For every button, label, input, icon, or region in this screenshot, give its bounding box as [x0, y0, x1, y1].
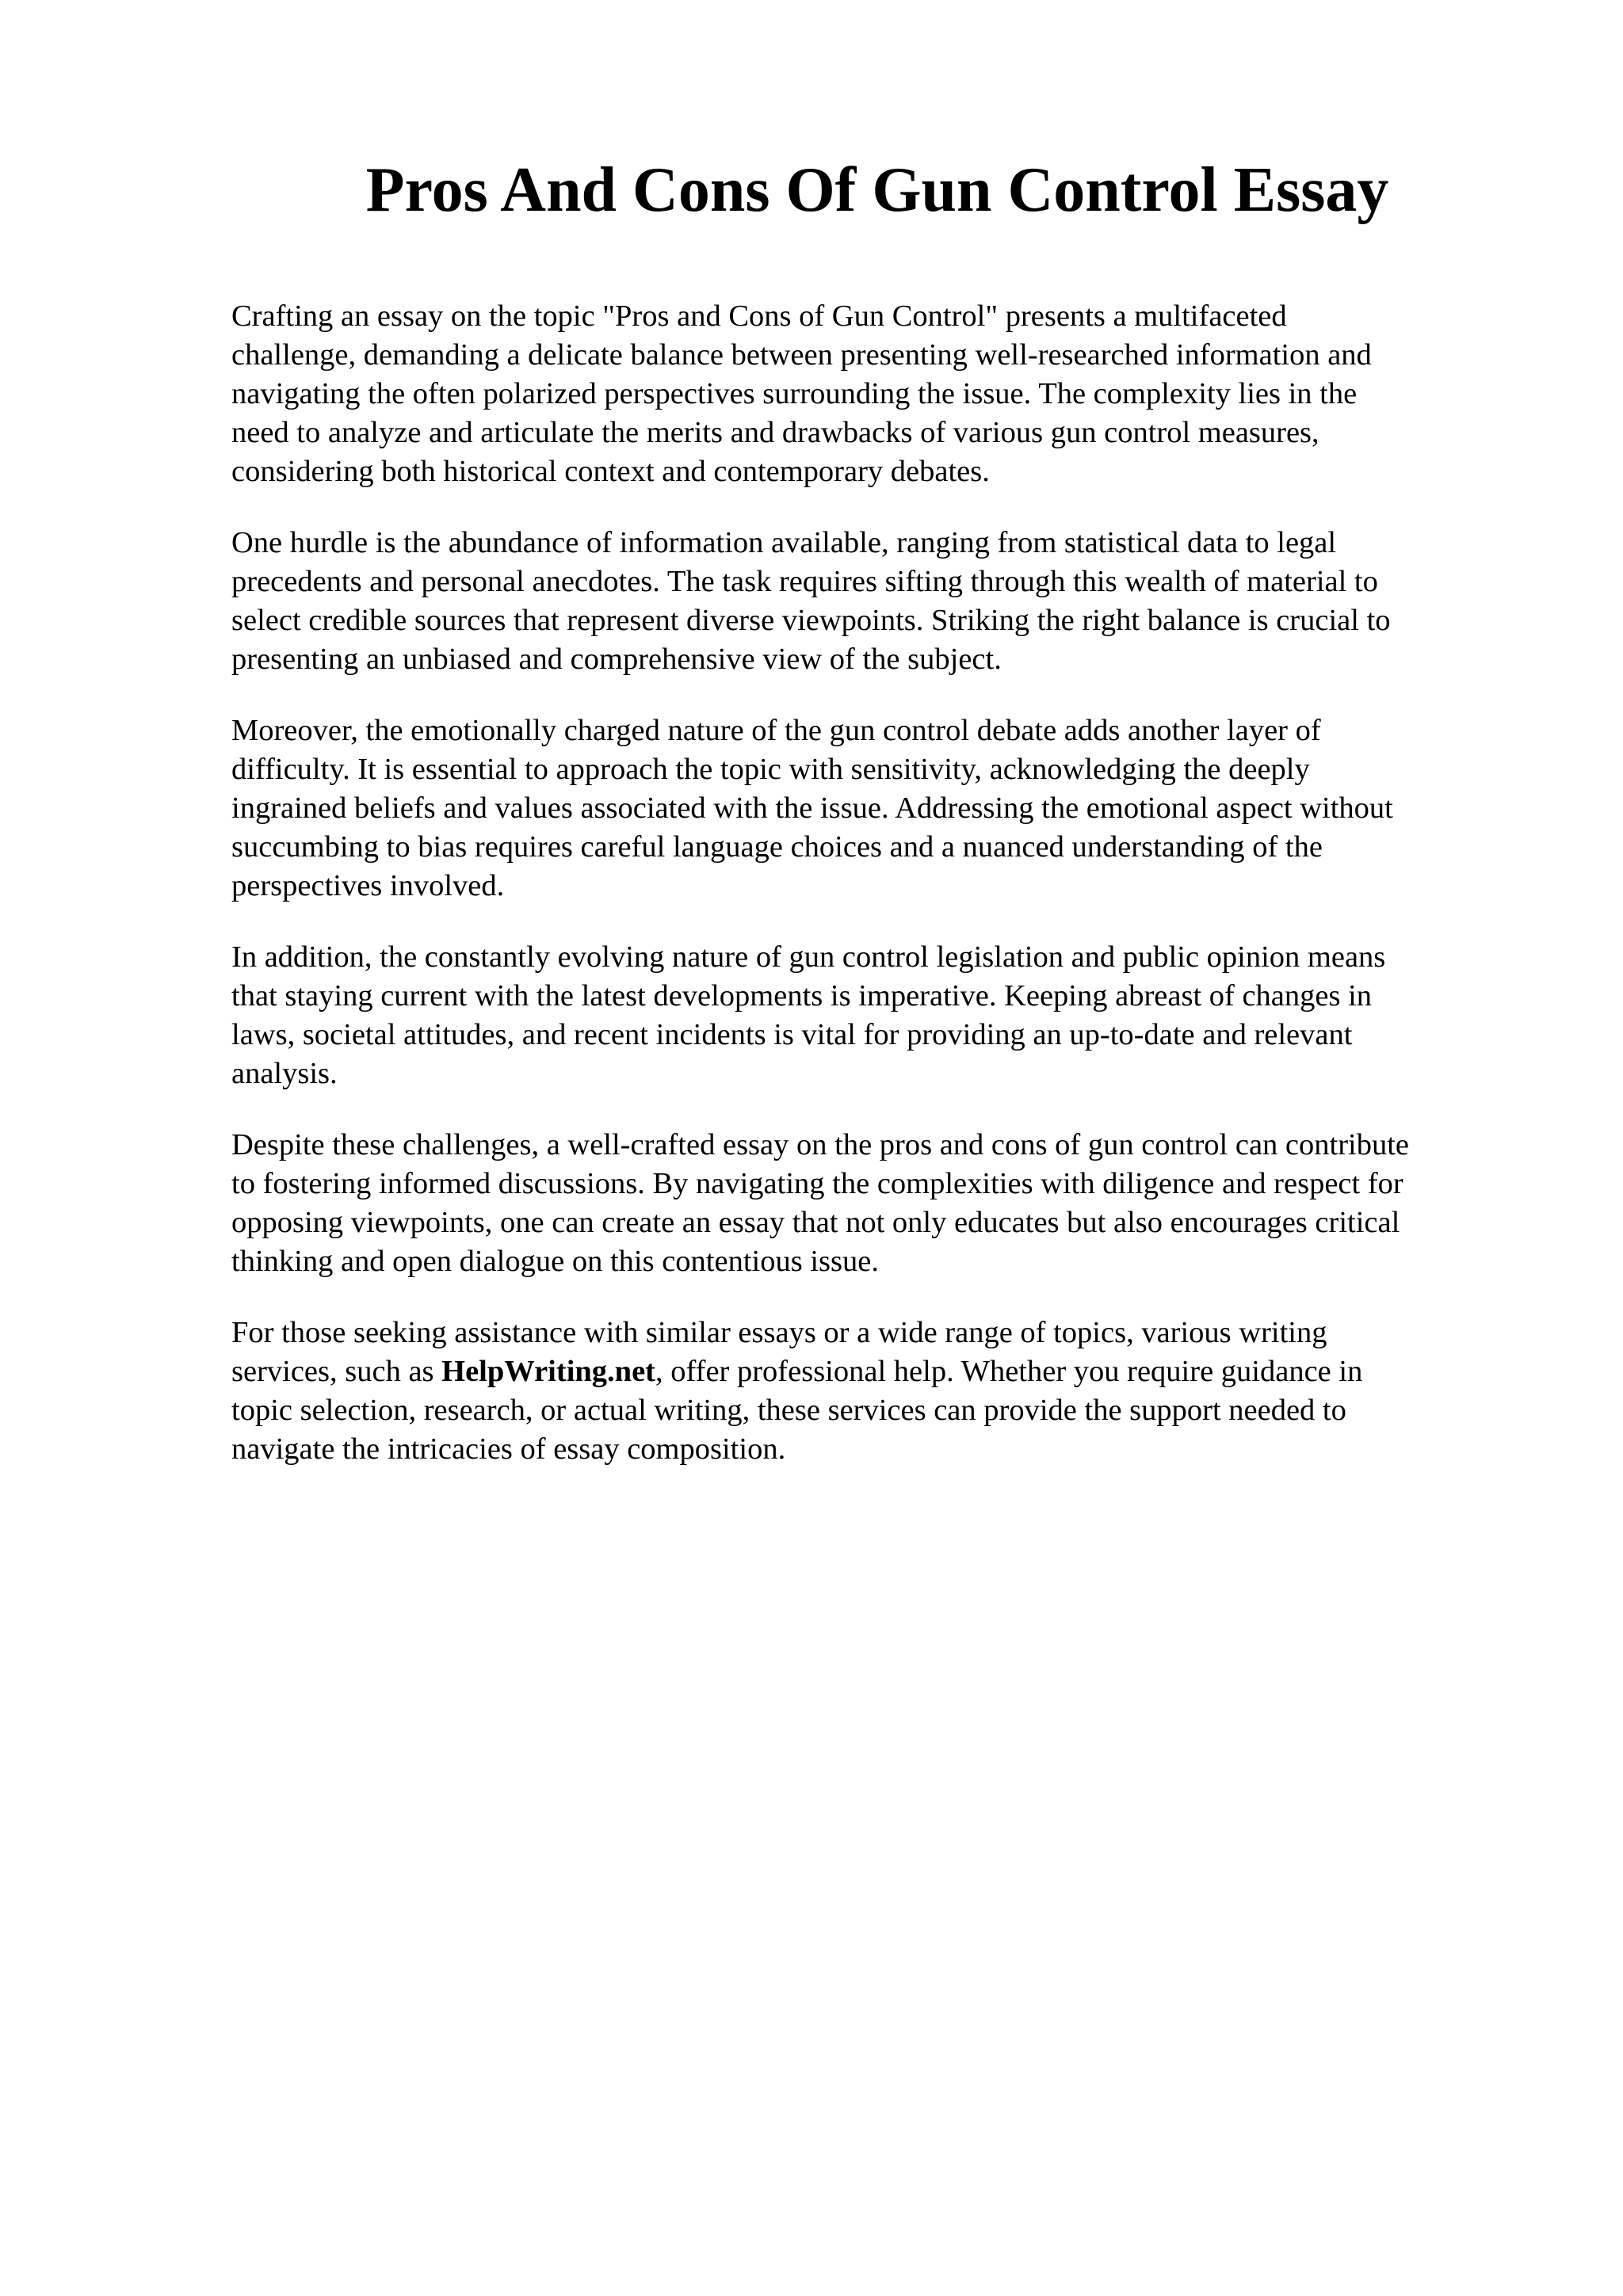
text-line-with-link [231, 1352, 1515, 1391]
text-line: For those seeking assistance with similar essays or a wide range of topics, various writing [231, 1316, 1327, 1349]
text-line: Despite these challenges, a well-crafted essay on the pros and cons of gun control can contribute [231, 1128, 1410, 1161]
text-line: navigate the intricacies of essay composition. [231, 1432, 786, 1466]
text-line: analysis. [231, 1057, 338, 1090]
text-line: perspectives involved. [231, 869, 505, 902]
paragraph-4 [231, 938, 1515, 1093]
text-line: succumbing to bias requires careful language choices and a nuanced understanding of the [231, 830, 1323, 864]
paragraph-1 [231, 297, 1515, 491]
text-line: thinking and open dialogue on this contentious issue. [231, 1245, 879, 1278]
text-line: navigating the often polarized perspectives surrounding the issue. The complexity lies in the [231, 377, 1358, 410]
text-segment: , offer professional help. Whether you require guidance in [655, 1355, 1363, 1388]
text-line: challenge, demanding a delicate balance between presenting well-researched information and [231, 338, 1372, 372]
paragraph-2 [231, 524, 1515, 679]
text-line: precedents and personal anecdotes. The task requires sifting through this wealth of material to [231, 565, 1378, 598]
text-line: ingrained beliefs and values associated with the issue. Addressing the emotional aspect without [231, 791, 1393, 825]
text-line: need to analyze and articulate the merits and drawbacks of various gun control measures, [231, 416, 1319, 449]
text-line: Moreover, the emotionally charged nature of the gun control debate adds another layer of [231, 714, 1321, 747]
text-segment: services, such as [231, 1355, 442, 1388]
text-line: that staying current with the latest developments is imperative. Keeping abreast of changes in [231, 979, 1373, 1013]
text-line: considering both historical context and contemporary debates. [231, 455, 990, 488]
text-line: One hurdle is the abundance of information available, ranging from statistical data to legal [231, 526, 1337, 559]
text-line: In addition, the constantly evolving nature of gun control legislation and public opinion means [231, 940, 1386, 974]
text-line: Crafting an essay on the topic "Pros and Cons of Gun Control" presents a multifaceted [231, 299, 1287, 333]
page-title: Pros And Cons Of Gun Control Essay [365, 155, 1389, 225]
text-line: topic selection, research, or actual writing, these services can provide the support needed to [231, 1394, 1346, 1427]
text-line: difficulty. It is essential to approach the topic with sensitivity, acknowledging the deeply [231, 753, 1310, 786]
paragraph-6 [231, 1314, 1515, 1469]
text-line: laws, societal attitudes, and recent incidents is vital for providing an up-to-date and relevant [231, 1018, 1353, 1051]
helpwriting-link[interactable]: HelpWriting.net [441, 1355, 655, 1388]
paragraph-5 [231, 1126, 1515, 1281]
text-line: to fostering informed discussions. By navigating the complexities with diligence and respect for [231, 1167, 1403, 1200]
text-line: select credible sources that represent diverse viewpoints. Striking the right balance is crucial to [231, 604, 1391, 637]
text-line: presenting an unbiased and comprehensive view of the subject. [231, 643, 1002, 676]
text-line: opposing viewpoints, one can create an essay that not only educates but also encourages critical [231, 1206, 1400, 1239]
paragraph-3 [231, 711, 1515, 906]
essay-body [231, 297, 1515, 1501]
